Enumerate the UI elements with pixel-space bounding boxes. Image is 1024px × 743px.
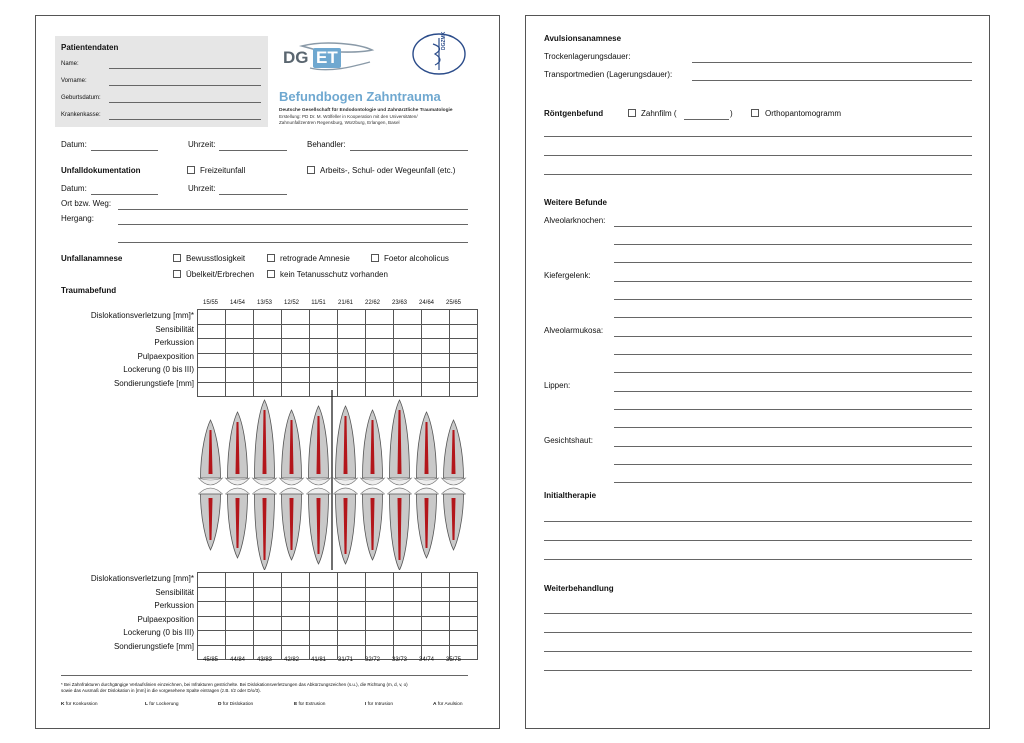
ort-line[interactable] [118,209,468,210]
upper-crown-shape [253,478,277,485]
bewusstlosigkeit-checkbox[interactable] [173,254,181,262]
upper-row-label: Sensibilität [155,324,194,334]
grid-cell[interactable] [450,310,478,325]
transport-label: Transportmedien (Lagerungsdauer): [544,70,673,79]
grid-row [198,339,478,354]
grid-cell[interactable] [366,587,394,602]
grid-cell[interactable] [226,602,254,617]
uebelkeit-checkbox[interactable] [173,270,181,278]
grid-cell[interactable] [450,602,478,617]
legend-abbr: E [294,702,298,707]
grid-cell[interactable] [394,631,422,646]
grid-cell[interactable] [310,587,338,602]
grid-cell[interactable] [310,339,338,354]
grid-cell[interactable] [394,339,422,354]
society-name: Deutsche Gesellschaft für Endodontologie und Zahnärztliche Traumatologie [279,108,453,113]
uebelkeit-label: Übelkeit/Erbrechen [186,270,255,279]
lower-row-label: Lockerung (0 bis III) [123,628,194,637]
grid-cell[interactable] [282,616,310,631]
upper-crown-shape [442,478,466,485]
field-name-line[interactable] [109,68,261,69]
roentgen-line-3[interactable] [544,174,972,175]
legend-text: für Intrusion [366,702,394,707]
grid-cell[interactable] [310,616,338,631]
grid-cell[interactable] [394,324,422,339]
weitere-item-label: Gesichtshaut: [544,436,593,445]
lower-tooth-number: 42/82 [283,657,299,663]
grid-cell[interactable] [198,353,226,368]
lower-tooth-number: 45/85 [202,657,218,663]
dgzmk-logo-mark [411,32,467,76]
grid-row [198,616,478,631]
weitere-line[interactable] [614,226,972,227]
grid-cell[interactable] [366,324,394,339]
grid-cell[interactable] [338,368,366,383]
freizeitunfall-label: Freizeitunfall [200,166,246,175]
arbeitsunfall-checkbox[interactable] [307,166,315,174]
legend-text: für Dislokation [221,702,254,707]
unfall-uhrzeit-label: Uhrzeit: [188,184,216,193]
lower-findings-grid [197,572,478,660]
trocken-label: Trockenlagerungsdauer: [544,52,631,61]
upper-row-label: Perkussion [154,338,194,347]
upper-row-label: Pulpaexposition [137,351,194,361]
upper-row-label: Dislokationsverletzung [mm]* [90,311,194,320]
teeth-diagram [197,390,469,570]
dget-logo-part2: ET [313,48,341,68]
datum-label: Datum: [61,140,87,149]
grid-cell[interactable] [226,573,254,588]
weitere-line[interactable] [614,244,972,245]
grid-cell[interactable] [254,368,282,383]
weitere-line[interactable] [614,281,972,282]
weitere-item-label: Alveolarknochen: [544,216,606,225]
footnote-line-2: sowie das Ausmaß der Dislokation in [mm] in die vorgesehene Spalte eintragen (z.B. I/2 oder D/o/3). [61,688,261,693]
datum-line[interactable] [91,150,158,151]
tetanus-checkbox[interactable] [267,270,275,278]
grid-row [198,587,478,602]
lower-tooth-number: 41/81 [310,657,326,663]
zahnfilm-checkbox[interactable] [628,109,636,117]
grid-cell[interactable] [338,616,366,631]
grid-cell[interactable] [282,339,310,354]
grid-cell[interactable] [338,631,366,646]
dgzmk-logo [411,32,467,76]
legend-abbr: A [433,702,437,707]
roentgen-line-1[interactable] [544,136,972,137]
grid-cell[interactable] [450,324,478,339]
weiter-line-3[interactable] [544,651,972,652]
grid-cell[interactable] [226,324,254,339]
legend-text: für Extrusion [297,702,326,707]
upper-tooth-number: 23/63 [391,300,407,306]
grid-cell[interactable] [310,324,338,339]
form-page-front [35,15,500,729]
grid-cell[interactable] [422,324,450,339]
grid-row [198,631,478,646]
unfallanamnese-heading: Unfallanamnese [61,254,123,263]
weitere-line[interactable] [614,336,972,337]
field-vorname-line[interactable] [109,85,261,86]
amnesie-label: retrograde Amnesie [280,254,350,263]
hergang-line-2[interactable] [118,242,468,243]
grid-cell[interactable] [338,339,366,354]
grid-cell[interactable] [366,339,394,354]
grid-row [198,602,478,617]
grid-cell[interactable] [394,310,422,325]
ort-label: Ort bzw. Weg: [61,199,112,208]
grid-row [198,310,478,325]
grid-cell[interactable] [422,353,450,368]
lower-tooth-number: 35/75 [445,657,461,663]
lower-row-label: Pulpaexposition [137,614,194,624]
legend-item [145,702,179,707]
grid-cell[interactable] [422,587,450,602]
grid-cell[interactable] [450,353,478,368]
behandler-label: Behandler: [307,140,346,149]
credits-line-2: Zahnunfallzentren Regensburg, Würzburg, Erlangen, Basel [279,120,400,125]
upper-tooth-number: 21/61 [337,300,353,306]
form-page-back [525,15,990,729]
roentgen-line-2[interactable] [544,155,972,156]
hergang-label: Hergang: [61,214,94,223]
weiter-line-4[interactable] [544,670,972,671]
grid-cell[interactable] [310,573,338,588]
form-title: Befundbogen Zahntrauma [279,89,441,104]
weitere-line[interactable] [614,482,972,483]
legend-item [294,702,325,707]
lower-row-label: Dislokationsverletzung [mm]* [90,574,194,583]
unfall-uhrzeit-line[interactable] [219,194,287,195]
initial-line-2[interactable] [544,540,972,541]
grid-cell[interactable] [282,324,310,339]
tetanus-label: kein Tetanusschutz vorhanden [280,270,388,279]
unfall-datum-line[interactable] [91,194,158,195]
grid-cell[interactable] [394,368,422,383]
avulsion-heading: Avulsionsanamnese [544,34,622,43]
arbeitsunfall-label: Arbeits-, Schul- oder Wegeunfall (etc.) [320,166,456,175]
grid-cell[interactable] [254,602,282,617]
grid-cell[interactable] [450,368,478,383]
legend-abbr: K [61,702,65,707]
unfall-datum-label: Datum: [61,184,87,193]
grid-cell[interactable] [366,616,394,631]
weitere-item-label: Kiefergelenk: [544,271,591,280]
upper-tooth-number: 25/65 [445,300,461,306]
grid-cell[interactable] [226,631,254,646]
legend-text: für Konkussion [64,702,98,707]
grid-cell[interactable] [422,310,450,325]
weiter-line-2[interactable] [544,632,972,633]
lower-row-label: Sondierungstiefe [mm] [113,641,194,651]
field-krankenkasse-label: Krankenkasse: [61,112,101,118]
grid-cell[interactable] [338,353,366,368]
weitere-line[interactable] [614,446,972,447]
grid-cell[interactable] [254,573,282,588]
lower-row-label: Perkussion [154,601,194,610]
grid-cell[interactable] [226,368,254,383]
weitere-line[interactable] [614,391,972,392]
upper-tooth-number: 13/53 [256,300,272,306]
grid-cell[interactable] [394,602,422,617]
zahnfilm-line[interactable] [684,119,729,120]
dgzmk-logo-text: DGZMK [441,31,447,50]
upper-tooth-number: 22/62 [364,300,380,306]
grid-cell[interactable] [282,310,310,325]
uhrzeit-label: Uhrzeit: [188,140,216,149]
grid-cell[interactable] [394,573,422,588]
grid-cell[interactable] [422,573,450,588]
amnesie-checkbox[interactable] [267,254,275,262]
legend-abbr: L [145,702,148,707]
grid-cell[interactable] [422,631,450,646]
dget-logo [280,38,375,78]
upper-crown-shape [226,478,250,485]
credits-line-1: Erstellung: PD Dr. M. Wölfeller in Kooperation mit den Universitäten/ [279,114,418,119]
grid-cell[interactable] [198,573,226,588]
grid-cell[interactable] [310,602,338,617]
opg-checkbox[interactable] [751,109,759,117]
weitere-heading: Weitere Befunde [544,198,607,207]
upper-crown-shape [415,478,439,485]
field-vorname-label: Vorname: [61,78,87,84]
grid-cell[interactable] [422,339,450,354]
grid-cell[interactable] [366,368,394,383]
patient-data-box [55,36,268,127]
upper-crown-shape [334,478,358,485]
field-geburtsdatum-line[interactable] [109,102,261,103]
grid-cell[interactable] [394,587,422,602]
upper-row-label: Sondierungstiefe [mm] [113,378,194,388]
grid-cell[interactable] [226,310,254,325]
weitere-line[interactable] [614,317,972,318]
bewusstlosigkeit-label: Bewusstlosigkeit [186,254,246,263]
upper-crown-shape [280,478,304,485]
grid-cell[interactable] [310,368,338,383]
grid-cell[interactable] [282,587,310,602]
upper-tooth-number: 15/55 [202,300,218,306]
weiter-heading: Weiterbehandlung [544,584,614,593]
grid-cell[interactable] [394,353,422,368]
grid-cell[interactable] [198,310,226,325]
grid-cell[interactable] [394,616,422,631]
field-krankenkasse-line[interactable] [109,119,261,120]
upper-row-label: Lockerung (0 bis III) [123,365,194,374]
weitere-line[interactable] [614,262,972,263]
grid-cell[interactable] [338,602,366,617]
patient-box-title: Patientendaten [61,43,119,52]
grid-cell[interactable] [254,324,282,339]
grid-cell[interactable] [254,587,282,602]
grid-cell[interactable] [366,310,394,325]
grid-cell[interactable] [366,602,394,617]
grid-cell[interactable] [254,616,282,631]
foetor-checkbox[interactable] [371,254,379,262]
grid-cell[interactable] [282,353,310,368]
grid-cell[interactable] [282,368,310,383]
grid-cell[interactable] [450,339,478,354]
grid-cell[interactable] [282,631,310,646]
grid-cell[interactable] [198,324,226,339]
grid-cell[interactable] [310,353,338,368]
foetor-label: Foetor alcoholicus [384,254,449,263]
upper-crown-shape [361,478,385,485]
initial-line-3[interactable] [544,559,972,560]
weitere-line[interactable] [614,299,972,300]
grid-cell[interactable] [310,310,338,325]
freizeitunfall-checkbox[interactable] [187,166,195,174]
initial-heading: Initialtherapie [544,491,597,500]
transport-line[interactable] [692,80,972,81]
grid-cell[interactable] [198,616,226,631]
upper-crown-shape [199,478,223,485]
uhrzeit-line[interactable] [219,150,287,151]
grid-cell[interactable] [422,616,450,631]
grid-cell[interactable] [226,353,254,368]
field-name-label: Name: [61,61,79,67]
zahnfilm-close: ) [730,109,733,118]
grid-cell[interactable] [366,353,394,368]
footnote-line-1: * Bei Zahnfrakturen durchgängige Verlaufslinien einzeichnen, bei Infrakturen gestrichelte. Bei Dislokationsverletzungen das Abkürzungszeichen (s.u.), die Richtung (m, d, v, o) [61,682,408,687]
grid-cell[interactable] [310,631,338,646]
hergang-line-1[interactable] [118,224,468,225]
zahnfilm-label: Zahnfilm ( [641,109,677,118]
dget-logo-part1: DG [283,48,309,67]
weitere-line[interactable] [614,354,972,355]
grid-cell[interactable] [198,587,226,602]
legend-item [61,702,98,707]
grid-cell[interactable] [198,631,226,646]
upper-tooth-number: 11/51 [311,300,326,306]
upper-findings-grid [197,309,478,397]
grid-row [198,353,478,368]
grid-row [198,368,478,383]
traumabefund-heading: Traumabefund [61,286,117,295]
legend-item [365,702,393,707]
lower-tooth-number: 43/83 [256,657,272,663]
legend-text: für Avulsion [436,702,463,707]
legend-item [218,702,253,707]
behandler-line[interactable] [350,150,468,151]
legend-abbr: I [365,702,367,707]
legend-item [433,702,463,707]
grid-cell[interactable] [254,310,282,325]
grid-cell[interactable] [254,353,282,368]
lower-tooth-number: 34/74 [418,657,434,663]
grid-cell[interactable] [254,631,282,646]
lower-tooth-number: 44/84 [229,657,245,663]
weiter-line-1[interactable] [544,613,972,614]
grid-cell[interactable] [226,587,254,602]
grid-cell[interactable] [422,602,450,617]
initial-line-1[interactable] [544,521,972,522]
grid-cell[interactable] [450,616,478,631]
grid-cell[interactable] [198,368,226,383]
grid-cell[interactable] [282,602,310,617]
weitere-item-label: Alveolarmukosa: [544,326,604,335]
grid-cell[interactable] [282,573,310,588]
grid-cell[interactable] [450,573,478,588]
upper-crown-shape [307,478,331,485]
grid-cell[interactable] [226,616,254,631]
grid-cell[interactable] [226,339,254,354]
lower-row-label: Sensibilität [155,587,194,597]
grid-cell[interactable] [338,573,366,588]
upper-crown-shape [388,478,412,485]
grid-cell[interactable] [338,587,366,602]
legend-text: für Lockerung [147,702,179,707]
roentgen-heading: Röntgenbefund [544,109,604,118]
lower-tooth-number: 33/73 [391,657,407,663]
grid-row [198,324,478,339]
grid-cell[interactable] [198,339,226,354]
grid-cell[interactable] [198,602,226,617]
unfalldoku-heading: Unfalldokumentation [61,166,141,175]
weitere-line[interactable] [614,464,972,465]
field-geburtsdatum-label: Geburtsdatum: [61,95,101,101]
upper-tooth-number: 14/54 [229,300,245,306]
grid-cell[interactable] [450,631,478,646]
legend-abbr: D [218,702,222,707]
grid-cell[interactable] [338,324,366,339]
grid-cell[interactable] [254,339,282,354]
weitere-line[interactable] [614,427,972,428]
upper-tooth-number: 24/64 [418,300,434,306]
weitere-line[interactable] [614,409,972,410]
grid-cell[interactable] [450,587,478,602]
grid-row [198,573,478,588]
weitere-line[interactable] [614,372,972,373]
upper-tooth-number: 12/52 [283,300,299,306]
grid-cell[interactable] [366,573,394,588]
opg-label: Orthopantomogramm [765,109,842,118]
grid-cell[interactable] [422,368,450,383]
grid-cell[interactable] [338,310,366,325]
lower-tooth-number: 32/72 [364,657,380,663]
lower-tooth-number: 31/71 [337,657,353,663]
trocken-line[interactable] [692,62,972,63]
grid-cell[interactable] [366,631,394,646]
footnote-divider [61,675,468,676]
weitere-item-label: Lippen: [544,381,571,390]
